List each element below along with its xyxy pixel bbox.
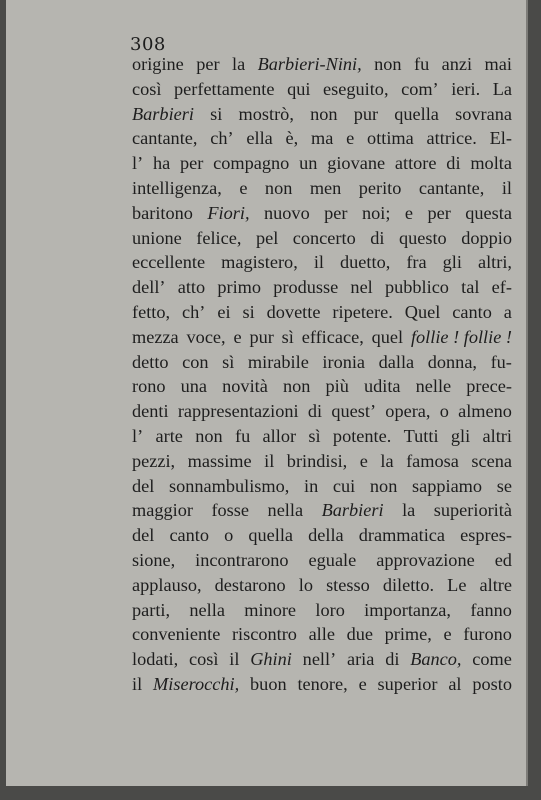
word: fanno	[470, 599, 512, 620]
word: almeno	[458, 401, 512, 422]
word: ella	[246, 128, 273, 149]
word: il	[264, 450, 275, 471]
word: mai	[484, 54, 512, 74]
word: donna,	[427, 351, 477, 372]
word: novità	[222, 376, 268, 397]
word: quel	[371, 326, 404, 347]
body-text	[132, 52, 512, 697]
text-line	[132, 77, 512, 102]
word: il	[501, 177, 512, 198]
word: superior	[377, 673, 438, 694]
word: nella	[267, 500, 304, 521]
book-page	[6, 0, 526, 786]
word: per	[180, 153, 204, 174]
word: eseguito,	[323, 78, 389, 99]
word: ch’	[182, 301, 206, 322]
word: approvazione	[376, 549, 475, 570]
text-line	[132, 498, 512, 523]
word: il	[229, 649, 240, 670]
word: pur	[249, 326, 274, 347]
word: il	[313, 252, 324, 273]
text-line	[132, 622, 512, 647]
word: origine	[132, 54, 184, 74]
text-line	[132, 52, 512, 77]
word: l’	[132, 425, 144, 446]
word: importanza,	[364, 599, 451, 620]
word: intelligenza,	[132, 177, 222, 198]
word: minore	[244, 599, 297, 620]
word: tenore,	[297, 673, 348, 694]
word: eccellente	[132, 252, 206, 273]
word: duetto,	[340, 252, 391, 273]
word: è,	[285, 128, 299, 149]
word: così	[189, 649, 219, 670]
word: non	[369, 475, 398, 496]
word: espres-	[460, 525, 512, 546]
word: ripetere.	[332, 301, 393, 322]
word: l’	[132, 153, 144, 174]
word: men	[309, 177, 342, 198]
word: della	[308, 525, 344, 546]
word: e	[359, 450, 368, 471]
word: quella	[248, 525, 294, 546]
word: Fiori,	[207, 202, 250, 223]
word: follie ! follie !	[410, 326, 512, 347]
word: famosa	[406, 450, 459, 471]
word: riscontro	[231, 624, 297, 645]
text-line	[132, 151, 512, 176]
word: con	[182, 351, 209, 372]
word: e	[233, 326, 242, 347]
word: canto	[169, 525, 210, 546]
word: eguale	[308, 549, 357, 570]
word: così	[132, 78, 162, 99]
word: sonnambulismo,	[169, 475, 290, 496]
word: ei	[217, 301, 231, 322]
word: loro	[315, 599, 345, 620]
word: ironia	[322, 351, 366, 372]
word: non	[282, 376, 311, 397]
text-line	[132, 275, 512, 300]
text-line	[132, 226, 512, 251]
word: pubblico	[384, 277, 449, 298]
text-line	[132, 474, 512, 499]
word: come	[472, 649, 512, 670]
word: pur	[353, 103, 379, 124]
word: massime	[187, 450, 252, 471]
word: felice,	[196, 227, 242, 248]
word: stesso	[326, 574, 370, 595]
word: rappresentazioni	[177, 401, 299, 422]
word: noi;	[361, 202, 391, 223]
word: non	[195, 425, 223, 446]
text-line	[132, 102, 512, 127]
word: gli	[450, 425, 471, 446]
word: non	[310, 103, 338, 124]
word: dalla	[378, 351, 415, 372]
word: gli	[442, 252, 462, 273]
word: tal	[461, 277, 480, 298]
word: mirabile	[247, 351, 309, 372]
text-line	[132, 325, 512, 350]
word: com’	[401, 78, 439, 99]
word: applauso,	[132, 574, 202, 595]
word: lo	[298, 574, 313, 595]
word: il	[132, 673, 143, 694]
word: perfettamente	[174, 78, 275, 99]
text-line	[132, 176, 512, 201]
word: maggior	[132, 500, 193, 521]
word: nell’	[302, 649, 337, 670]
word: qui	[287, 78, 311, 99]
word: altri,	[477, 252, 512, 273]
word: allor	[262, 425, 297, 446]
page-number: 308	[130, 34, 166, 55]
word: diletto.	[382, 574, 435, 595]
word: perito	[358, 177, 402, 198]
text-line	[132, 647, 512, 672]
word: quest’	[331, 401, 377, 422]
word: o	[439, 401, 449, 422]
word: pel	[255, 227, 279, 248]
word: drammatica	[358, 525, 446, 546]
word: attrice.	[426, 128, 477, 149]
word: sappiamo	[411, 475, 483, 496]
word: udita	[363, 376, 401, 397]
text-line	[132, 548, 512, 573]
word: magistero,	[221, 252, 298, 273]
word: si	[242, 301, 255, 322]
word: di	[307, 401, 323, 422]
word: fetto,	[132, 301, 171, 322]
text-line	[132, 250, 512, 275]
word: La	[492, 78, 512, 99]
word: Barbieri	[321, 500, 384, 521]
word: produsse	[273, 277, 339, 298]
word: Le	[447, 574, 467, 595]
text-line	[132, 449, 512, 474]
word: doppio	[461, 227, 512, 248]
word: Quel	[404, 301, 441, 322]
word: ieri.	[451, 78, 481, 99]
word: buon	[250, 673, 287, 694]
word: mostrò,	[238, 103, 294, 124]
word: attore	[394, 153, 437, 174]
word: a	[503, 301, 512, 322]
word: fosse	[211, 500, 250, 521]
word: non	[374, 54, 402, 74]
word: pezzi,	[132, 450, 176, 471]
word: la	[231, 54, 246, 74]
word: un	[299, 153, 318, 174]
word: molta	[470, 153, 512, 174]
word: più	[325, 376, 349, 397]
word: incontrarono	[195, 549, 289, 570]
word: cantante,	[418, 177, 485, 198]
word: Banco,	[410, 649, 462, 670]
word: due	[346, 624, 373, 645]
word: Barbieri	[132, 103, 194, 124]
word: denti	[132, 401, 169, 422]
word: canto	[452, 301, 492, 322]
word: anzi	[441, 54, 473, 74]
text-line	[132, 523, 512, 548]
word: si	[210, 103, 223, 124]
text-line	[132, 374, 512, 399]
word: Miserocchi,	[153, 673, 240, 694]
word: altri	[482, 425, 512, 446]
word: se	[496, 475, 512, 496]
word: primo	[217, 277, 262, 298]
text-line	[132, 350, 512, 375]
word: non	[264, 177, 293, 198]
word: mezza	[132, 326, 179, 347]
word: Tutti	[403, 425, 439, 446]
word: prime,	[384, 624, 432, 645]
text-line	[132, 300, 512, 325]
word: in	[304, 475, 319, 496]
text-line	[132, 598, 512, 623]
word: nuovo	[264, 202, 310, 223]
text-line	[132, 424, 512, 449]
word: la	[380, 450, 394, 471]
word: rono	[132, 376, 166, 397]
text-line	[132, 126, 512, 151]
word: voce,	[186, 326, 226, 347]
word: superiorità	[433, 500, 512, 521]
text-line	[132, 201, 512, 226]
word: dell’	[132, 277, 166, 298]
word: efficace,	[301, 326, 364, 347]
word: sovrana	[455, 103, 512, 124]
word: compagno	[213, 153, 290, 174]
word: e	[404, 202, 413, 223]
word: di	[446, 153, 461, 174]
word: sì	[222, 351, 235, 372]
word: nelle	[415, 376, 452, 397]
word: opera,	[385, 401, 431, 422]
word: unione	[132, 227, 182, 248]
word: parti,	[132, 599, 171, 620]
word: ed	[494, 549, 512, 570]
word: la	[402, 500, 416, 521]
word: atto	[177, 277, 206, 298]
word: per	[324, 202, 348, 223]
word: sione,	[132, 549, 176, 570]
word: brindisi,	[286, 450, 348, 471]
word: cui	[332, 475, 356, 496]
word: concerto	[292, 227, 356, 248]
word: cantante,	[132, 128, 198, 149]
word: lodati,	[132, 649, 179, 670]
word: al	[448, 673, 462, 694]
word: Barbieri-Nini,	[257, 54, 362, 74]
word: ha	[152, 153, 171, 174]
word: destarono	[214, 574, 286, 595]
word: posto	[472, 673, 512, 694]
word: e	[443, 624, 452, 645]
word: del	[132, 475, 155, 496]
word: baritono	[132, 202, 193, 223]
word: quella	[394, 103, 439, 124]
word: una	[180, 376, 208, 397]
word: fu	[234, 425, 251, 446]
text-line	[132, 399, 512, 424]
word: fu	[413, 54, 430, 74]
word: arte	[155, 425, 183, 446]
word: fra	[406, 252, 427, 273]
text-line	[132, 573, 512, 598]
word: ottima	[367, 128, 414, 149]
word: alle	[308, 624, 335, 645]
word: sì	[308, 425, 321, 446]
word: conveniente	[132, 624, 221, 645]
word: nella	[189, 599, 225, 620]
word: e	[346, 128, 355, 149]
word: e	[239, 177, 248, 198]
word: e	[358, 673, 367, 694]
word: questa	[465, 202, 512, 223]
word: altre	[479, 574, 512, 595]
word: dovette	[266, 301, 321, 322]
word: nel	[350, 277, 373, 298]
word: prece-	[466, 376, 512, 397]
word: potente.	[332, 425, 392, 446]
word: furono	[463, 624, 512, 645]
word: sì	[281, 326, 294, 347]
word: ef-	[491, 277, 512, 298]
word: fu-	[490, 351, 512, 372]
word: detto	[132, 351, 169, 372]
word: per	[196, 54, 220, 74]
text-line	[132, 672, 512, 697]
word: di	[385, 649, 400, 670]
word: aria	[346, 649, 375, 670]
word: El-	[489, 128, 512, 149]
word: scena	[471, 450, 512, 471]
word: o	[224, 525, 234, 546]
word: per	[427, 202, 451, 223]
word: questo	[398, 227, 447, 248]
word: giovane	[327, 153, 386, 174]
word: ma	[311, 128, 334, 149]
word: Ghini	[250, 649, 292, 670]
word: di	[370, 227, 385, 248]
word: del	[132, 525, 155, 546]
word: ch’	[210, 128, 234, 149]
